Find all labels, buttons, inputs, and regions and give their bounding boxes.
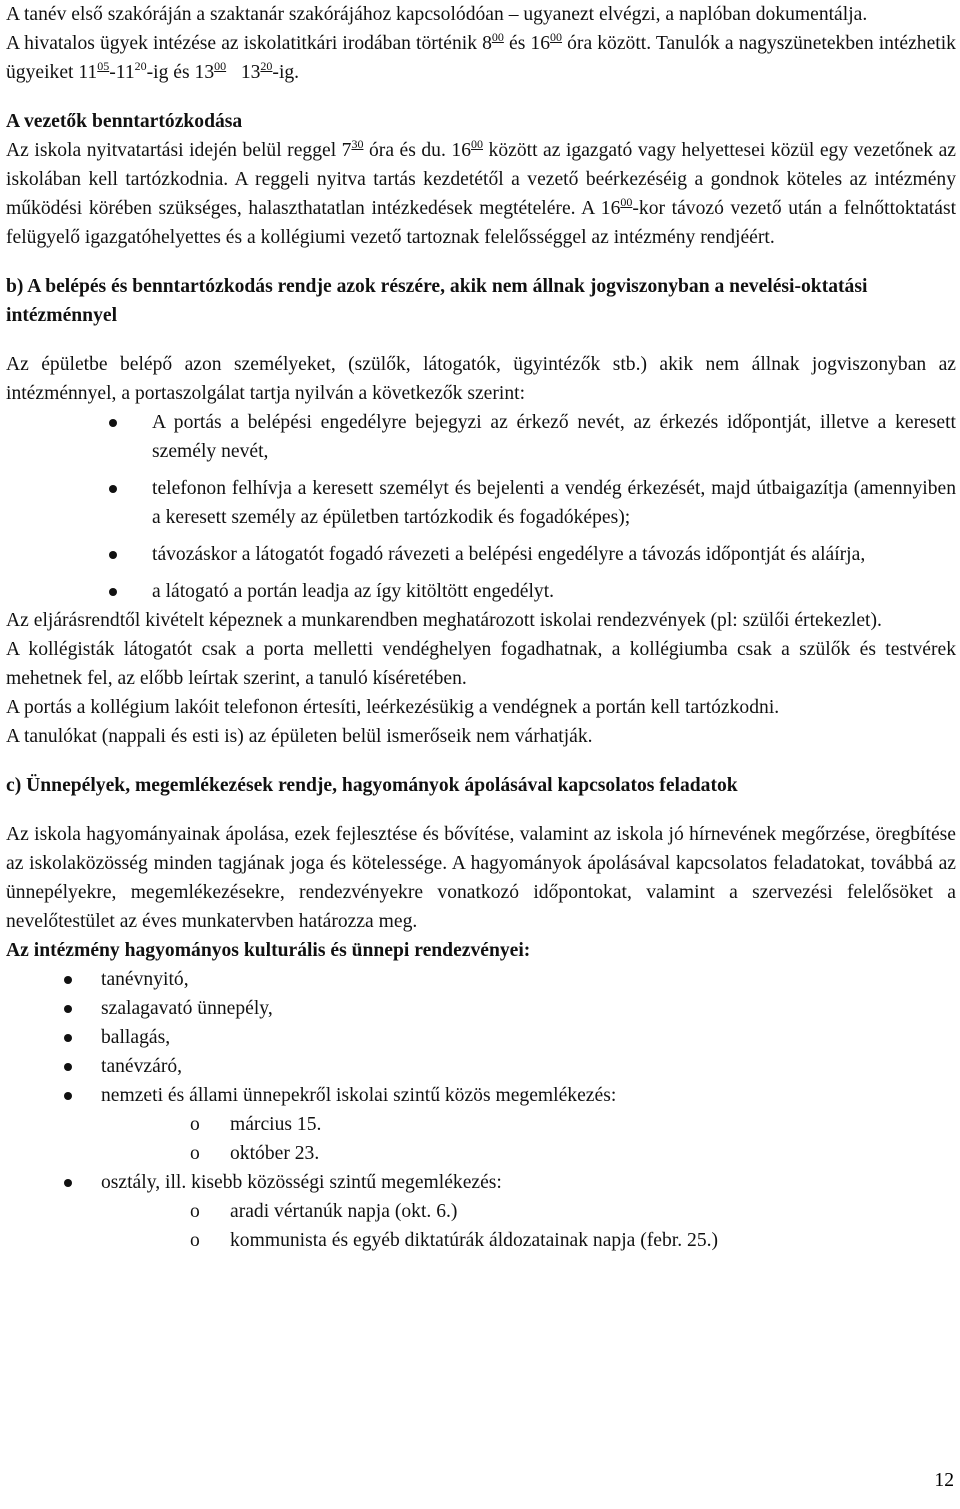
list-item: o március 15. — [6, 1110, 956, 1139]
heading-leaders-presence: A vezetők benntartózkodása — [6, 111, 243, 132]
list-item: tanévnyitó, — [6, 965, 956, 994]
paragraph-office-hours: A hivatalos ügyek intézése az iskolatitkári irodában történik $8^{00}$ és $16^{00}$ óra között. Tanulók a nagyszünetekben intézhetik ügyeiket $11^{05}-11^{20}-ig$ és $13^{00}$ $13^{20}-ig$. — [6, 30, 956, 83]
paragraph-homework: A tanév első szakóráján a szaktanár szakórájához kapcsolódóan – ugyanezt elvégzi, a naplóban dokumentálja. — [6, 4, 868, 25]
list-item: tanévzáró, — [6, 1052, 956, 1081]
list-item: o aradi vértanúk napja (okt. 6.) — [6, 1197, 956, 1226]
page-number: 12 — [934, 1470, 954, 1491]
circle-bullet-icon: o — [190, 1201, 200, 1222]
heading-section-c: c) Ünnepélyek, megemlékezések rendje, hagyományok ápolásával kapcsolatos feladatok — [6, 775, 738, 796]
bullet-icon — [64, 1092, 72, 1100]
bullet-icon — [109, 588, 117, 596]
list-item: A portás a belépési engedélyre bejegyzi az érkező nevét, az érkezés időpontját, illetve a keresett személy nevét, — [6, 408, 956, 466]
circle-bullet-icon: o — [190, 1143, 200, 1164]
circle-bullet-icon: o — [190, 1230, 200, 1251]
list-item: a látogató a portán leadja az így kitöltött engedélyt. — [6, 577, 956, 606]
paragraph-entry-records: Az épületbe belépő azon személyeket, (szülők, látogatók, ügyintézők stb.) akik nem állnak jogviszonyban az intézménnyel, a portaszolgálat tartja nyilván a következők szerint: — [6, 354, 956, 404]
circle-bullet-icon: o — [190, 1114, 200, 1135]
bullet-icon — [109, 551, 117, 559]
bullet-icon — [64, 1034, 72, 1042]
paragraph-dormitory-visitors: A kollégisták látogatót csak a porta melletti vendéghelyen fogadhatnak, a kollégiumba csak a szülők és testvérek mehetnek fel, az előbb leírtak szerint, a tanuló kíséretében. — [6, 639, 956, 689]
bullet-icon — [109, 419, 117, 427]
national-holidays-sublist — [6, 1110, 956, 1168]
list-item: nemzeti és állami ünnepekről iskolai szintű közös megemlékezés: — [6, 1081, 956, 1110]
bullet-icon — [109, 485, 117, 493]
paragraph-students-waiting: A tanulókat (nappali és esti is) az épületen belül ismerőseik nem várhatják. — [6, 726, 593, 747]
events-list-continued — [6, 1168, 956, 1197]
paragraph-exceptions: Az eljárásrendtől kivételt képeznek a munkarendben meghatározott iskolai rendezvények (pl: szülői értekezlet). — [6, 610, 882, 631]
list-item: szalagavató ünnepély, — [6, 994, 956, 1023]
entry-procedure-list — [6, 408, 956, 606]
list-item: o október 23. — [6, 1139, 956, 1168]
list-item: telefonon felhívja a keresett személyt és bejelenti a vendég érkezését, majd útbaigazítja (amennyiben a keresett személy az épületben tartózkodik és fogadóképes); — [6, 474, 956, 532]
heading-events: Az intézmény hagyományos kulturális és ünnepi rendezvényei: — [6, 940, 531, 961]
paragraph-traditions: Az iskola hagyományainak ápolása, ezek fejlesztése és bővítése, valamint az iskola jó hírnevének megőrzése, öregbítése az iskolaközösség minden tagjának joga és kötelessége. A hagyományok ápolásával kapcsolatos feladatokat, továbbá az ünnepélyekre, megemlékezésekre, rendezvényekre vonatkozó időpontokat, valamint a szervezési felelősöket a nevelőtestület az éves munkatervben határozza meg. — [6, 824, 956, 932]
events-list — [6, 965, 956, 1110]
bullet-icon — [64, 976, 72, 984]
list-item: ballagás, — [6, 1023, 956, 1052]
bullet-icon — [64, 1179, 72, 1187]
class-commemorations-sublist — [6, 1197, 956, 1255]
heading-section-b: b) A belépés és benntartózkodás rendje azok részére, akik nem állnak jogviszonyban a nevelési-oktatási intézménnyel — [6, 276, 868, 326]
paragraph-leaders-presence: Az iskola nyitvatartási idején belül reggel $7^{30}$ óra és du. $16^{00}$ között az igazgató vagy helyettesei közül egy vezetőnek az iskolában kell tartózkodnia. A reggeli nyitva tartás kezdetétől a vezető beérkezéséig a gondnok köteles az intézmény működési körében szükséges, halaszthatatlan intézkedések megtételére. A $16^{00}$-kor távozó vezető után a felnőttoktatást felügyelő igazgatóhelyettes és a kollégiumi vezető tartoznak felelősséggel az intézmény rendjéért. — [6, 137, 957, 248]
list-item: távozáskor a látogatót fogadó rávezeti a belépési engedélyre a távozás időpontját és aláírja, — [6, 540, 956, 569]
bullet-icon — [64, 1005, 72, 1013]
bullet-icon — [64, 1063, 72, 1071]
document-page — [6, 0, 956, 1255]
paragraph-porter-notification: A portás a kollégium lakóit telefonon értesíti, leérkezésükig a vendégnek a portán kell tartózkodni. — [6, 697, 780, 718]
list-item: osztály, ill. kisebb közösségi szintű megemlékezés: — [6, 1168, 956, 1197]
list-item: o kommunista és egyéb diktatúrák áldozatainak napja (febr. 25.) — [6, 1226, 956, 1255]
